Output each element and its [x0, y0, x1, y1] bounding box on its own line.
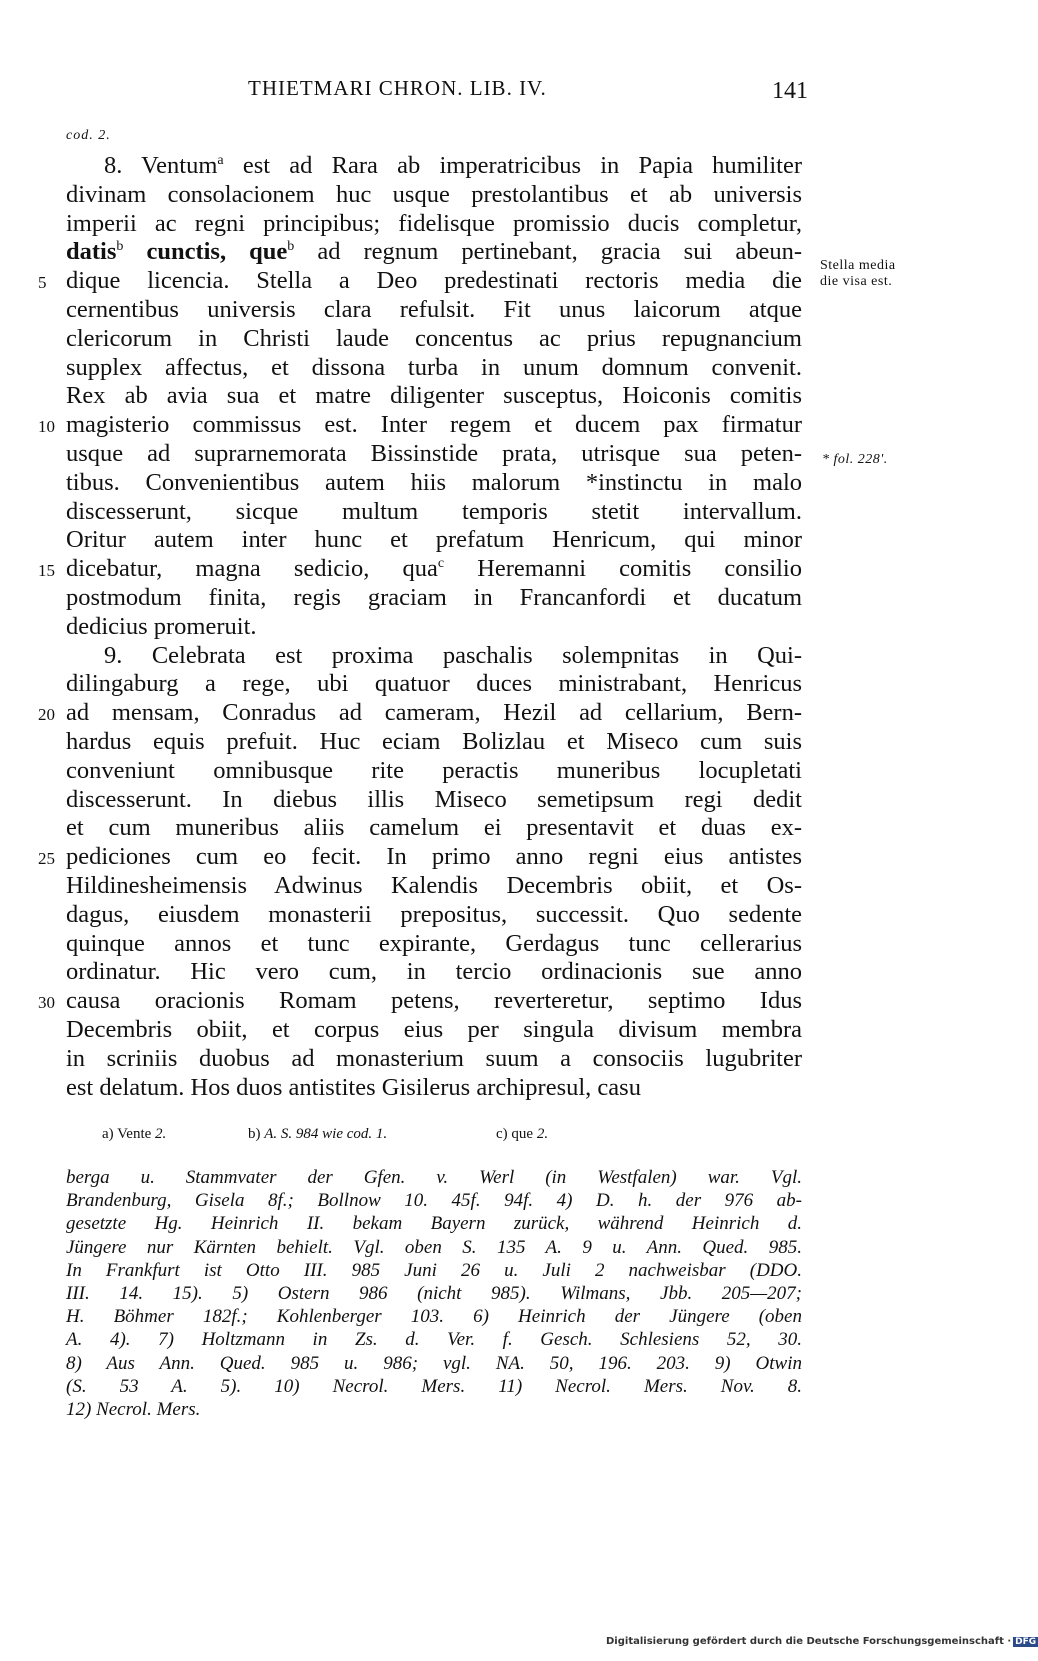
text-line: divinam consolacionem huc usque prestolantibus et ab universis — [66, 180, 802, 208]
dfg-logo: DFG — [1015, 1637, 1037, 1647]
text-line: ad mensam, Conradus ad cameram, Hezil ad cellarium, Bern- — [66, 699, 802, 727]
text-line: et cum muneribus aliis camelum ei presentavit et duas ex- — [66, 814, 802, 842]
page-header — [248, 76, 808, 110]
apparatus-note-b: b) A. S. 984 wie cod. 1. — [248, 1126, 388, 1142]
text-line: dicebatur, magna sedicio, qua$^c$ Heremanni comitis consilio — [66, 555, 802, 583]
digitization-credit — [606, 1636, 1038, 1647]
text-line: usque ad suprarnemorata Bissinstide prata, utrisque sua peten- — [66, 439, 802, 467]
text-line: dedicius promeruit. — [66, 612, 257, 640]
text-line: ordinatur. Hic vero cum, in tercio ordinacionis sue anno — [66, 958, 802, 986]
line-number: 15 — [38, 561, 55, 581]
text-line: supplex affectus, et dissona turba in unum domnum convenit. — [66, 353, 802, 381]
text-line: in scriniis duobus ad monasterium suum a consociis lugubriter — [66, 1044, 802, 1072]
text-line: conveniunt omnibusque rite peractis muneribus locupletati — [66, 756, 802, 784]
note-line: In Frankfurt ist Otto III. 985 Juni 26 u. Juli 2 nachweisbar (DDO. — [66, 1259, 802, 1281]
text-line: 8. Ventum$^a$ est ad Rara ab imperatricibus in Papia humiliter — [104, 152, 802, 179]
manuscript-reference: cod. 2. — [66, 128, 111, 143]
text-line: magisterio commissus est. Inter regem et ducem pax firmatur — [66, 411, 802, 439]
text-line: 9. Celebrata est proxima paschalis solempnitas in Qui- — [104, 641, 802, 669]
running-title: THIETMARI CHRON. LIB. IV. — [248, 76, 547, 100]
margin-note-text: Stella media die visa est. — [820, 258, 896, 289]
apparatus-note-c: c) que 2. — [496, 1126, 549, 1142]
digitization-text: Digitalisierung gefördert durch die Deutsche Forschungsgemeinschaft · — [606, 1636, 1012, 1647]
line-number: 30 — [38, 993, 55, 1013]
note-line: gesetzte Hg. Heinrich II. bekam Bayern zurück, während Heinrich d. — [66, 1213, 802, 1235]
text-line: quinque annos et tunc expirante, Gerdagus tunc cellerarius — [66, 929, 802, 957]
text-line: postmodum finita, regis graciam in Francanfordi et ducatum — [66, 583, 802, 611]
text-line: clericorum in Christi laude concentus ac prius repugnancium — [66, 324, 802, 352]
line-number: 20 — [38, 705, 55, 725]
text-line: dilingaburg a rege, ubi quatuor duces ministrabant, Henricus — [66, 670, 802, 698]
line-number: 25 — [38, 849, 55, 869]
apparatus-note-a: a) Vente 2. — [102, 1126, 167, 1142]
text-line: est delatum. Hos duos antistites Gisilerus archipresul, casu — [66, 1073, 641, 1101]
critical-apparatus — [102, 1126, 662, 1148]
text-line: discesserunt. In diebus illis Miseco semetipsum regi dedit — [66, 785, 802, 813]
text-line: hardus equis prefuit. Huc eciam Bolizlau et Miseco cum suis — [66, 727, 802, 755]
margin-note-stella — [820, 258, 896, 290]
note-line: 8) Aus Ann. Qued. 985 u. 986; vgl. NA. 50, 196. 203. 9) Otwin — [66, 1352, 802, 1374]
text-line: imperii ac regni principibus; fidelisque promissio ducis completur, — [66, 209, 802, 237]
text-line: dique licencia. Stella a Deo predestinati rectoris media die — [66, 267, 802, 295]
text-line: Hildinesheimensis Adwinus Kalendis Decembris obiit, et Os- — [66, 871, 802, 899]
text-line: discesserunt, sicque multum temporis stetit intervallum. — [66, 497, 802, 525]
line-number: 10 — [38, 417, 55, 437]
note-line: berga u. Stammvater der Gfen. v. Werl (in Westfalen) war. Vgl. — [66, 1167, 802, 1188]
note-line: (S. 53 A. 5). 10) Necrol. Mers. 11) Necrol. Mers. Nov. 8. — [66, 1375, 802, 1397]
note-line: 12) Necrol. Mers. — [66, 1398, 201, 1420]
text-line: Rex ab avia sua et matre diligenter susceptus, Hoiconis comitis — [66, 382, 802, 410]
text-line: pediciones cum eo fecit. In primo anno regni eius antistes — [66, 843, 802, 871]
text-line: datis$^b$ cunctis, que$^b$ ad regnum pertinebant, gracia sui abeun- — [66, 238, 802, 266]
note-line: A. 4). 7) Holtzmann in Zs. d. Ver. f. Gesch. Schlesiens 52, 30. — [66, 1329, 802, 1351]
note-line: Brandenburg, Gisela 8f.; Bollnow 10. 45f. 94f. 4) D. h. der 976 ab- — [66, 1190, 802, 1212]
line-number: 5 — [38, 273, 47, 293]
margin-note-folio: * fol. 228'. — [822, 452, 888, 467]
text-line: Oritur autem inter hunc et prefatum Henricum, qui minor — [66, 526, 802, 554]
note-line: H. Böhmer 182f.; Kohlenberger 103. 6) Heinrich der Jüngere (oben — [66, 1306, 802, 1328]
text-line: cernentibus universis clara refulsit. Fit unus laicorum atque — [66, 295, 802, 323]
text-line: tibus. Convenientibus autem hiis malorum *instinctu in malo — [66, 468, 802, 496]
note-line: III. 14. 15). 5) Ostern 986 (nicht 985). Wilmans, Jbb. 205—207; — [66, 1282, 802, 1304]
text-line: causa oracionis Romam petens, reverteretur, septimo Idus — [66, 987, 802, 1015]
text-line: Decembris obiit, et corpus eius per singula divisum membra — [66, 1015, 802, 1043]
historical-notes — [66, 1166, 802, 1421]
page-number: 141 — [772, 78, 808, 104]
main-text — [66, 152, 802, 1102]
text-line: dagus, eiusdem monasterii prepositus, successit. Quo sedente — [66, 900, 802, 928]
note-line: Jüngere nur Kärnten behielt. Vgl. oben S. 135 A. 9 u. Ann. Qued. 985. — [66, 1236, 802, 1258]
